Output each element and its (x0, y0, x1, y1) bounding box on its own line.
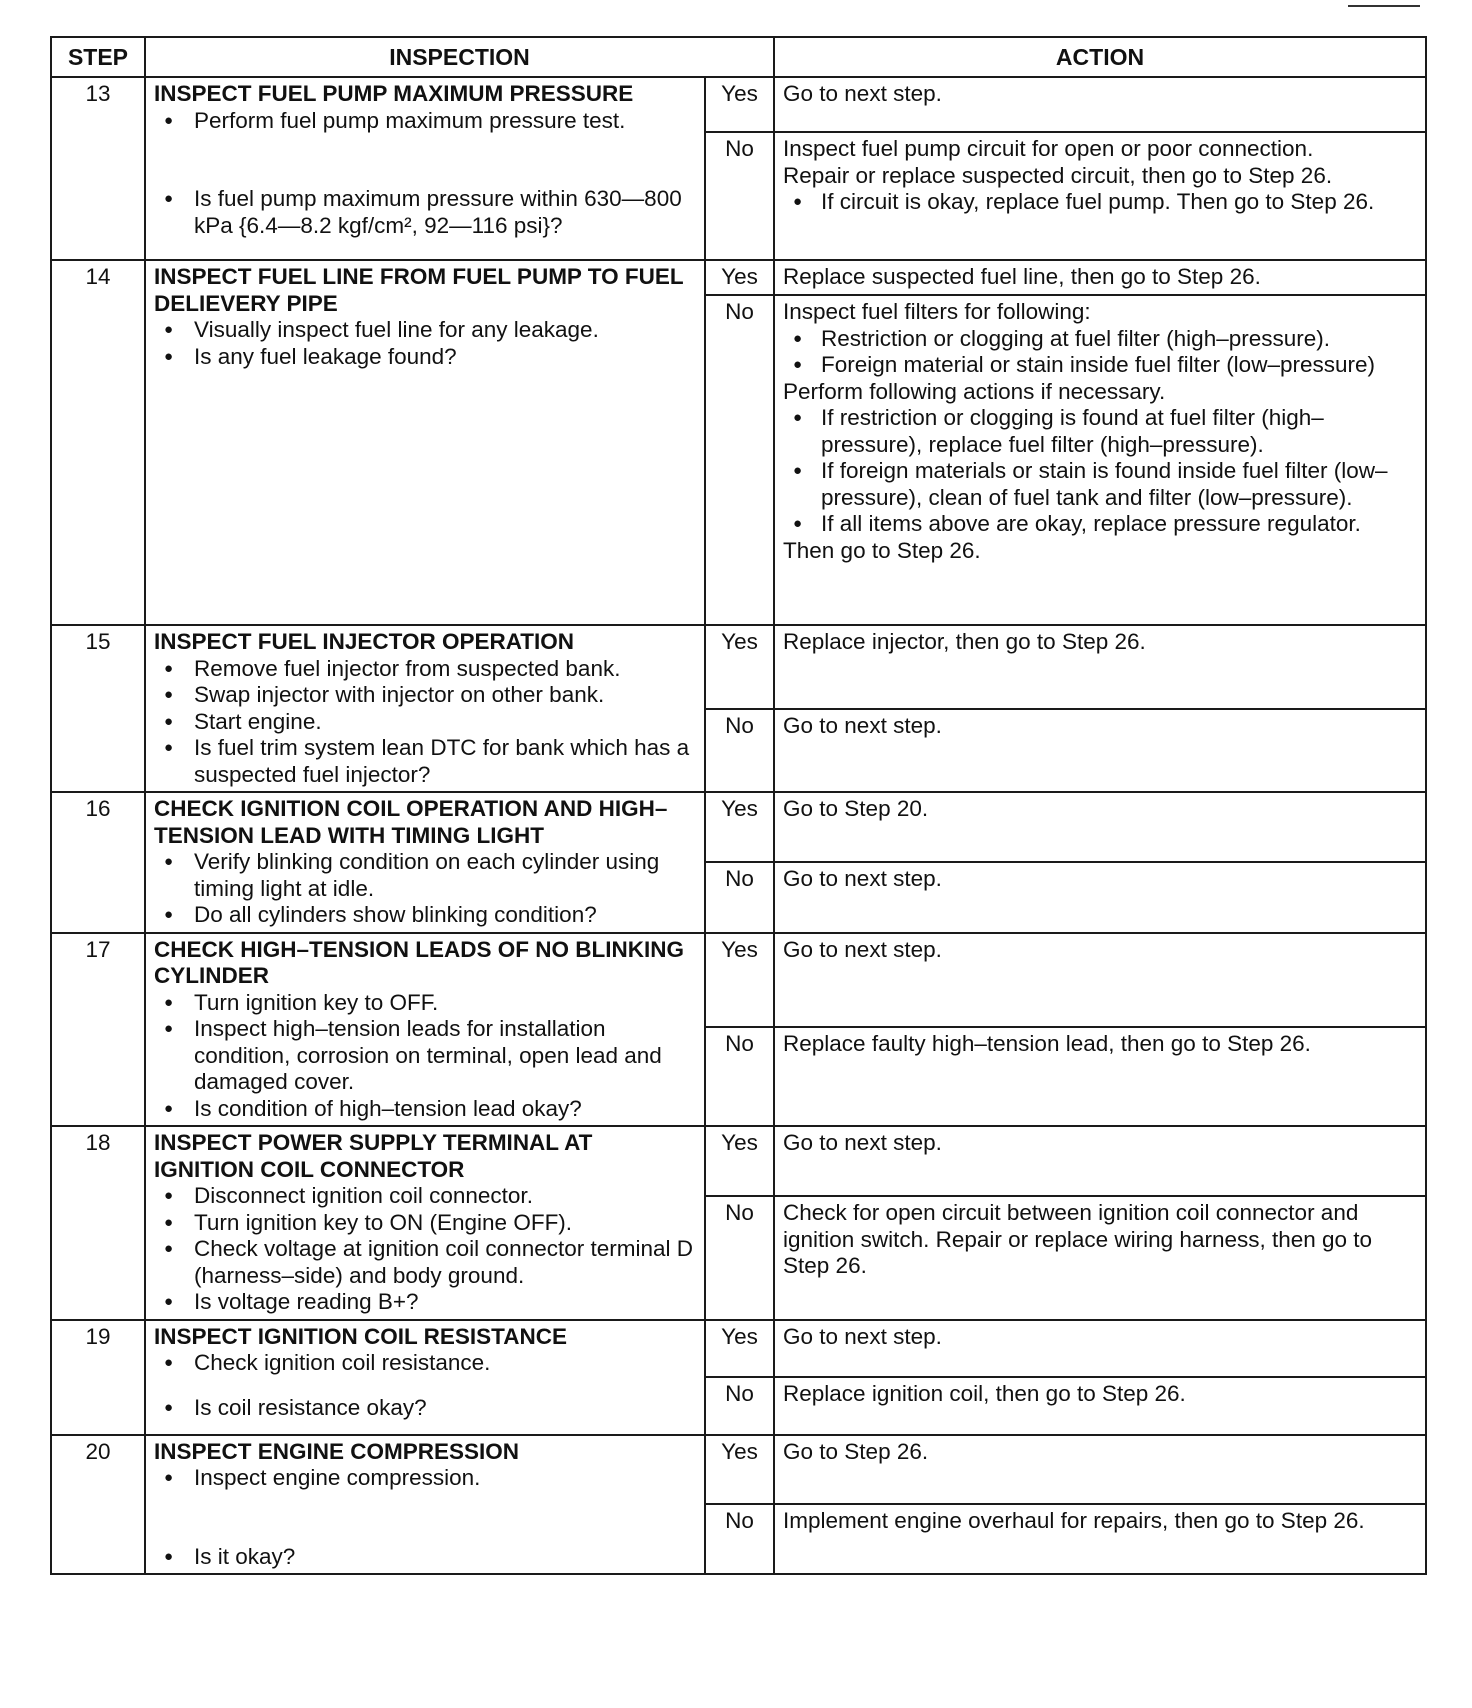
no-action (774, 295, 1426, 625)
no-label: No (705, 1196, 774, 1319)
header-step: STEP (51, 37, 145, 77)
bullet-item: ● Restriction or clogging at fuel filter (high–pressure). (783, 326, 1417, 353)
yes-label: Yes (705, 1126, 774, 1196)
bullet-item: ● Is fuel pump maximum pressure within 630—800 kPa {6.4—8.2 kgf/cm², 92—116 psi}? (154, 186, 696, 239)
bullet-item: ● Is it okay? (154, 1544, 696, 1571)
inspection-title: INSPECT ENGINE COMPRESSION (154, 1438, 520, 1464)
inspection-cell (145, 1320, 705, 1435)
bullet-item: ● Is any fuel leakage found? (154, 344, 696, 371)
bullet-item: ● Start engine. (154, 709, 696, 736)
yes-action: Go to Step 20. (774, 792, 1426, 862)
inspection-bullets (154, 849, 696, 929)
step-20-yes-row (51, 1435, 1426, 1505)
step-number: 14 (51, 260, 145, 625)
bullet-item: ● Is fuel trim system lean DTC for bank which has a suspected fuel injector? (154, 735, 696, 788)
bullet-item: ● Is coil resistance okay? (154, 1395, 696, 1422)
action-line: Then go to Step 26. (783, 537, 981, 563)
no-label: No (705, 1504, 774, 1574)
bullet-item: ● Verify blinking condition on each cylinder using timing light at idle. (154, 849, 696, 902)
bullet-item: ● Is voltage reading B+? (154, 1289, 696, 1316)
action-line: Perform following actions if necessary. (783, 378, 1166, 404)
yes-label: Yes (705, 1320, 774, 1377)
yes-label: Yes (705, 260, 774, 295)
action-line: Repair or replace suspected circuit, then go to Step 26. (783, 162, 1333, 188)
inspection-bullets (154, 990, 696, 1123)
step-number: 19 (51, 1320, 145, 1435)
no-label: No (705, 1377, 774, 1435)
header-action: ACTION (774, 37, 1426, 77)
yes-action: Replace injector, then go to Step 26. (774, 625, 1426, 709)
action-bullets (783, 326, 1417, 379)
action-line: Inspect fuel pump circuit for open or poor connection. (783, 136, 1314, 161)
bullet-item: ● Inspect engine compression. (154, 1465, 696, 1492)
action-bullets (783, 189, 1417, 216)
inspection-cell (145, 77, 705, 260)
bullet-item: ● Inspect high–tension leads for installation condition, corrosion on terminal, open lead and damaged cover. (154, 1016, 696, 1096)
action-line: Inspect fuel filters for following: (783, 299, 1091, 324)
inspection-cell (145, 1435, 705, 1575)
step-number: 17 (51, 933, 145, 1127)
bullet-item: ● Perform fuel pump maximum pressure test. (154, 108, 696, 135)
action-bullets (783, 405, 1417, 538)
bullet-item: ● Disconnect ignition coil connector. (154, 1183, 696, 1210)
inspection-cell (145, 625, 705, 792)
inspection-title: CHECK IGNITION COIL OPERATION AND HIGH–TENSION LEAD WITH TIMING LIGHT (154, 796, 668, 848)
troubleshooting-table (50, 36, 1427, 1575)
inspection-title: CHECK HIGH–TENSION LEADS OF NO BLINKING CYLINDER (154, 936, 685, 988)
inspection-bullets (154, 317, 696, 370)
yes-label: Yes (705, 1435, 774, 1505)
no-action: Go to next step. (774, 862, 1426, 932)
yes-action: Go to next step. (774, 1126, 1426, 1196)
yes-action: Replace suspected fuel line, then go to Step 26. (774, 260, 1426, 295)
inspection-cell (145, 1126, 705, 1320)
step-18-yes-row (51, 1126, 1426, 1196)
inspection-title: INSPECT FUEL PUMP MAXIMUM PRESSURE (154, 81, 634, 106)
step-14-yes-row (51, 260, 1426, 295)
bullet-item: ● If circuit is okay, replace fuel pump. Then go to Step 26. (783, 189, 1417, 216)
no-action: Implement engine overhaul for repairs, then go to Step 26. (774, 1504, 1426, 1574)
no-action: Replace ignition coil, then go to Step 26. (774, 1377, 1426, 1435)
bullet-item: ● Turn ignition key to ON (Engine OFF). (154, 1210, 696, 1237)
no-label: No (705, 709, 774, 793)
yes-label: Yes (705, 933, 774, 1027)
step-16-yes-row (51, 792, 1426, 862)
bullet-item: ● If restriction or clogging is found at fuel filter (high–pressure), replace fuel filter (high–pressure). (783, 405, 1417, 458)
yes-label: Yes (705, 792, 774, 862)
inspection-bullets (154, 1183, 696, 1316)
bullet-item: ● If all items above are okay, replace pressure regulator. (783, 511, 1417, 538)
bullet-item: ● Check ignition coil resistance. (154, 1350, 696, 1377)
inspection-title: INSPECT FUEL INJECTOR OPERATION (154, 629, 575, 654)
no-action (774, 132, 1426, 260)
no-label: No (705, 862, 774, 932)
inspection-bullets (154, 1465, 696, 1492)
bullet-item: ● Remove fuel injector from suspected bank. (154, 656, 696, 683)
inspection-bullets (154, 1544, 696, 1571)
yes-label: Yes (705, 625, 774, 709)
yes-label: Yes (705, 77, 774, 132)
step-number: 18 (51, 1126, 145, 1320)
yes-action: Go to next step. (774, 77, 1426, 132)
inspection-bullets (154, 656, 696, 789)
top-rule (1348, 5, 1420, 7)
bullet-item: ● If foreign materials or stain is found inside fuel filter (low–pressure), clean of fuel tank and filter (low–pressure). (783, 458, 1417, 511)
header-row (51, 37, 1426, 77)
inspection-cell (145, 260, 705, 625)
step-13-yes-row (51, 77, 1426, 132)
inspection-bullets (154, 186, 696, 239)
inspection-cell (145, 933, 705, 1127)
step-number: 13 (51, 77, 145, 260)
step-number: 16 (51, 792, 145, 933)
bullet-item: ● Do all cylinders show blinking condition? (154, 902, 696, 929)
no-label: No (705, 132, 774, 260)
inspection-cell (145, 792, 705, 933)
inspection-bullets (154, 1350, 696, 1377)
step-15-yes-row (51, 625, 1426, 709)
step-17-yes-row (51, 933, 1426, 1027)
no-action: Go to next step. (774, 709, 1426, 793)
step-19-yes-row (51, 1320, 1426, 1377)
inspection-title: INSPECT POWER SUPPLY TERMINAL AT IGNITION COIL CONNECTOR (154, 1130, 593, 1182)
step-number: 15 (51, 625, 145, 792)
no-action: Check for open circuit between ignition coil connector and ignition switch. Repair or replace wiring harness, then go to Step 26. (774, 1196, 1426, 1319)
no-action: Replace faulty high–tension lead, then go to Step 26. (774, 1027, 1426, 1126)
yes-action: Go to next step. (774, 933, 1426, 1027)
inspection-bullets (154, 108, 696, 135)
bullet-item: ● Swap injector with injector on other bank. (154, 682, 696, 709)
bullet-item: ● Turn ignition key to OFF. (154, 990, 696, 1017)
bullet-item: ● Check voltage at ignition coil connector terminal D (harness–side) and body ground. (154, 1236, 696, 1289)
no-label: No (705, 295, 774, 625)
bullet-item: ● Foreign material or stain inside fuel filter (low–pressure) (783, 352, 1417, 379)
bullet-item: ● Visually inspect fuel line for any leakage. (154, 317, 696, 344)
bullet-item: ● Is condition of high–tension lead okay? (154, 1096, 696, 1123)
inspection-title: INSPECT FUEL LINE FROM FUEL PUMP TO FUEL DELIEVERY PIPE (154, 264, 684, 316)
inspection-bullets (154, 1395, 696, 1422)
step-number: 20 (51, 1435, 145, 1575)
yes-action: Go to Step 26. (774, 1435, 1426, 1505)
inspection-title: INSPECT IGNITION COIL RESISTANCE (154, 1323, 567, 1349)
yes-action: Go to next step. (774, 1320, 1426, 1377)
no-label: No (705, 1027, 774, 1126)
header-inspection: INSPECTION (145, 37, 774, 77)
